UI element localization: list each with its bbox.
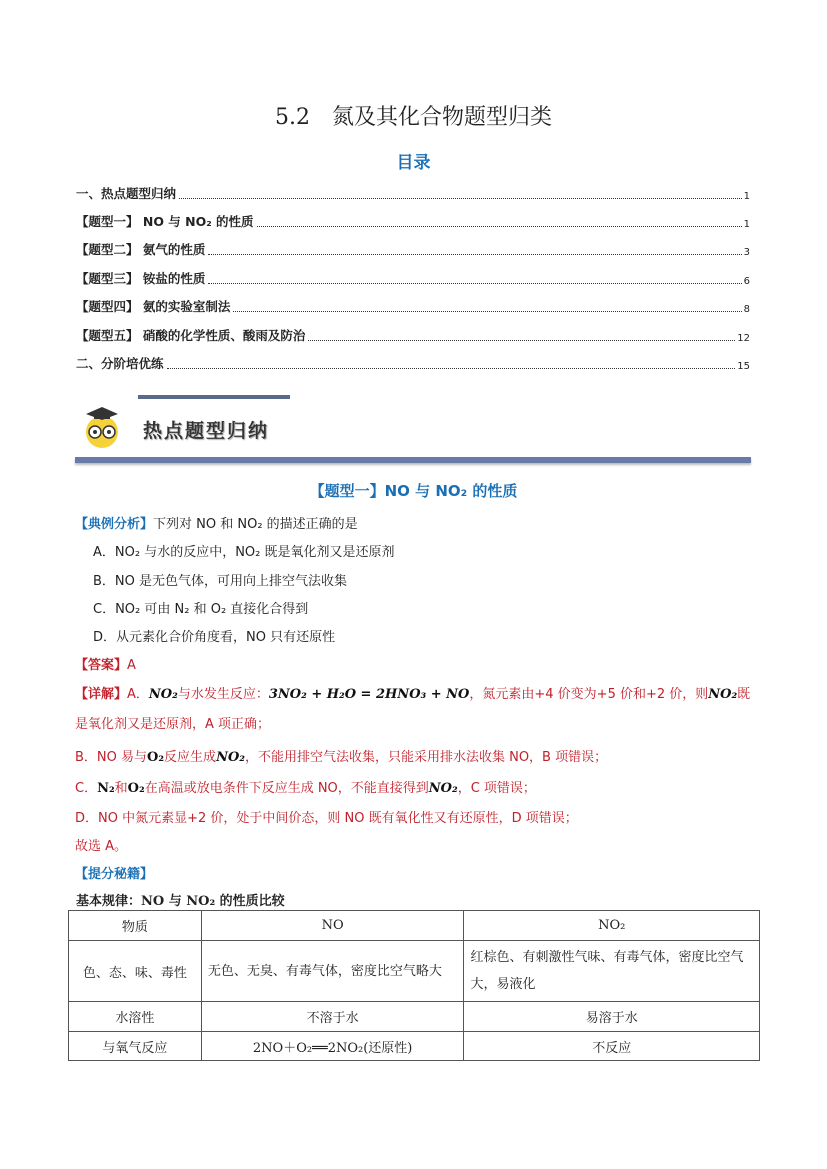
table-cell: 水溶性 [69,1002,202,1032]
detail-a [75,683,750,702]
option-c: C．NO₂ 可由 N₂ 和 O₂ 直接化合得到 [93,602,309,617]
detail-b [75,746,607,765]
table-cell: 2NO＋O₂══2NO₂(还原性) [201,1032,464,1061]
toc-item-label: 【题型五】 硝酸的化学性质、酸雨及防治 [76,328,306,343]
text: C． [75,781,98,796]
section-heading: 【题型一】NO 与 NO₂ 的性质 [309,482,518,500]
formula: NO₂ [428,781,458,796]
formula: N₂ [97,781,115,796]
detail-c [75,777,536,796]
scholar-emoji-icon [80,402,128,450]
toc-leader [179,198,742,199]
example-question [75,513,358,532]
answer [75,654,136,673]
table-cell: 红棕色、有刺激性气味、有毒气体，密度比空气大，易液化 [464,941,760,1002]
text: A． [127,687,149,702]
toc-page: 1 [743,191,750,202]
text: ，C 项错误； [457,781,536,796]
banner-title: 热点题型归纳 [143,420,270,442]
answer-label: 【答案】 [75,658,128,673]
table-cell: 易溶于水 [464,1002,760,1032]
text: ，氮元素由+4 价变为+5 价和+2 价，则 [469,687,709,702]
toc-item-label: 【题型一】 NO 与 NO₂ 的性质 [76,214,254,229]
toc-item[interactable] [76,240,750,258]
toc-leader [233,311,741,312]
toc-leader [167,368,736,369]
table-cell: 无色、无臭、有毒气体，密度比空气略大 [201,941,464,1002]
conclusion: 故选 A。 [75,839,128,854]
text: B．NO 易与 [75,750,148,765]
formula: O₂ [147,750,165,765]
equation: 3NO₂ + H₂O = 2HNO₃ + NO [268,687,470,702]
toc-item[interactable] [76,212,750,230]
toc-item-label: 二、分阶培优练 [76,356,164,371]
table-header: 物质 [69,911,202,941]
table-cell: 色、态、味、毒性 [69,941,202,1002]
text: 和 [114,781,128,796]
text: ，不能用排空气法收集，只能采用排水法收集 NO，B 项错误； [244,750,608,765]
toc-item-label: 【题型二】 氨气的性质 [76,242,206,257]
detail-d: D．NO 中氮元素显+2 价，处于中间价态，则 NO 既有氧化性又有还原性，D 项错误； [75,811,578,826]
toc-item[interactable] [76,326,750,344]
toc-heading: 目录 [396,153,431,173]
text: 与水发生反应： [177,687,269,702]
text: 在高温或放电条件下反应生成 NO，不能直接得到 [144,781,429,796]
detail-a-cont: 是氧化剂又是还原剂，A 项正确； [75,717,271,732]
document-title: 5.2 氮及其化合物题型归类 [275,105,552,130]
example-label: 【典例分析】 [75,517,154,532]
formula: NO₂ [708,687,738,702]
table-header: NO [201,911,464,941]
toc-leader [208,283,741,284]
text: 既 [737,687,751,702]
question-text: 下列对 NO 和 NO₂ 的描述正确的是 [153,517,358,532]
toc-page: 15 [737,361,750,372]
toc-item-label: 【题型四】 氨的实验室制法 [76,299,231,314]
toc-item-label: 一、热点题型归纳 [76,186,177,201]
formula: NO₂ [148,687,178,702]
option-b: B．NO 是无色气体，可用向上排空气法收集 [93,574,348,589]
toc-item[interactable] [76,297,750,315]
toc-leader [208,254,741,255]
comparison-table [68,910,760,1061]
answer-value: A [127,658,136,673]
table-row [69,941,760,1002]
formula: O₂ [127,781,145,796]
option-a: A．NO₂ 与水的反应中，NO₂ 既是氧化剂又是还原剂 [93,545,395,560]
formula: NO₂ [216,750,245,765]
table-row [69,1002,760,1032]
toc-item-label: 【题型三】 铵盐的性质 [76,271,206,286]
toc-page: 3 [743,247,750,258]
toc-item[interactable] [76,184,750,202]
toc-page: 6 [743,276,750,287]
text: 反应生成 [164,750,217,765]
rule-text: 基本规律：NO 与 NO₂ 的性质比较 [76,894,285,909]
toc-item[interactable] [76,354,750,372]
table-cell: 与氧气反应 [69,1032,202,1061]
toc-leader [257,226,742,227]
toc-leader [308,340,735,341]
table-header-row [69,911,760,941]
toc-page: 12 [737,333,750,344]
toc-item[interactable] [76,269,750,287]
tips-label: 【提分秘籍】 [75,867,154,882]
table-header: NO₂ [464,911,760,941]
table-cell: 不反应 [464,1032,760,1061]
option-d: D．从元素化合价角度看，NO 只有还原性 [93,630,336,645]
toc-page: 8 [743,304,750,315]
toc-page: 1 [743,219,750,230]
table-row [69,1032,760,1061]
table-cell: 不溶于水 [201,1002,464,1032]
banner-divider [138,395,290,399]
detail-label: 【详解】 [75,687,128,702]
banner-divider [75,457,751,463]
